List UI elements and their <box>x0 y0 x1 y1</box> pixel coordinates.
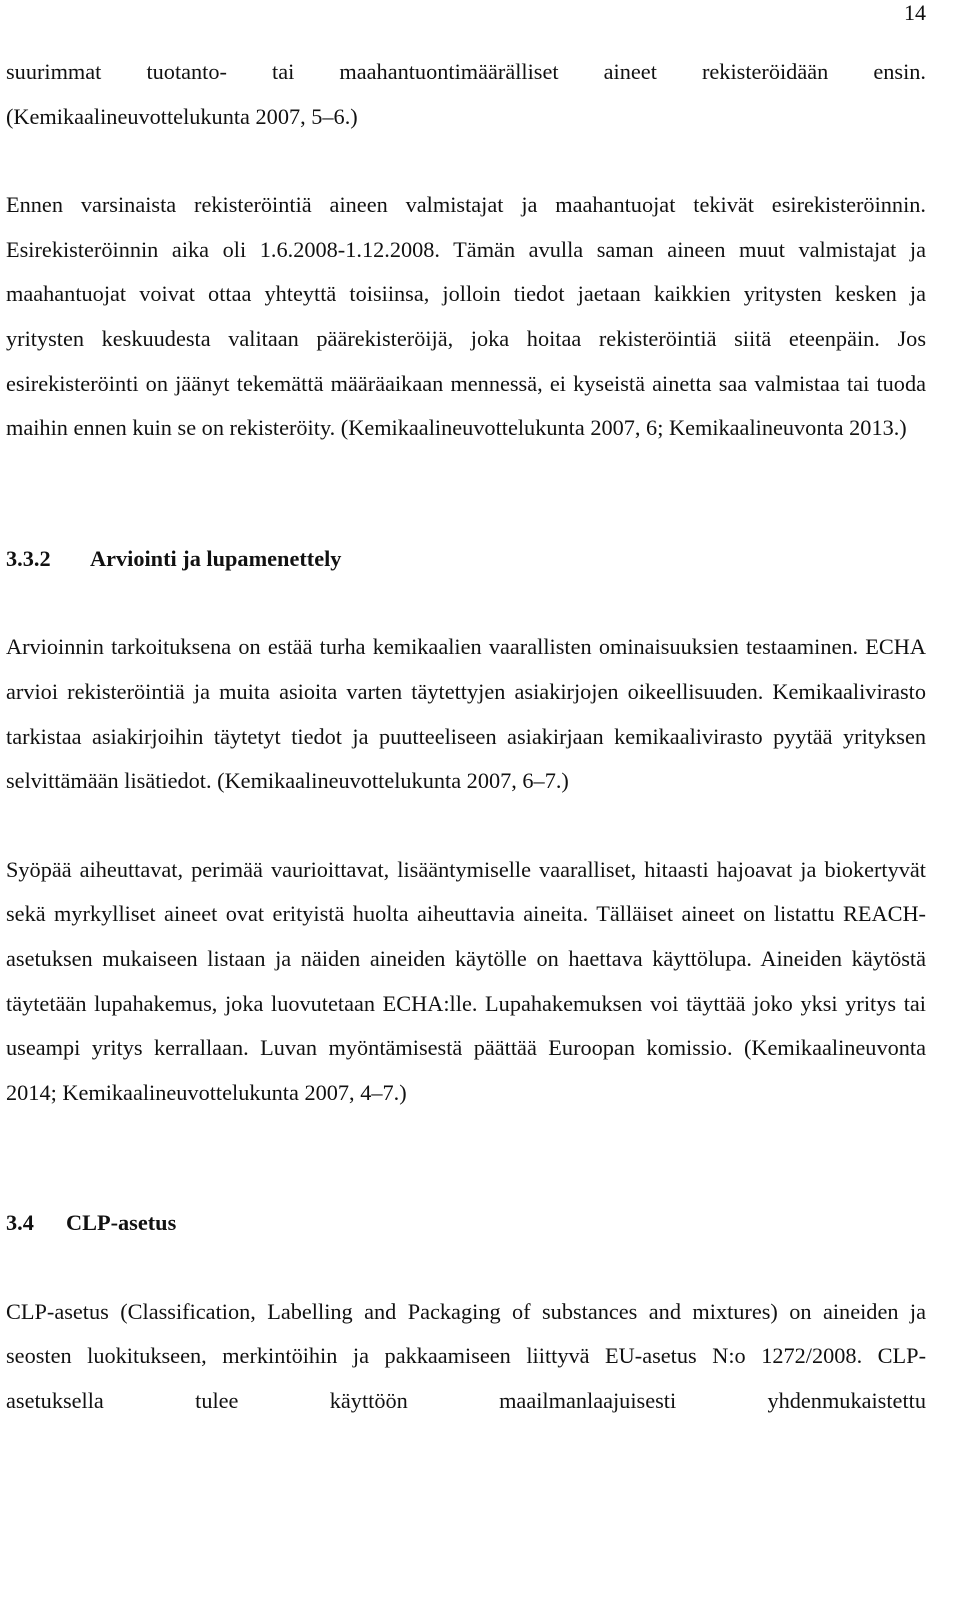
section-heading-3-3-2 <box>6 537 926 582</box>
paragraph-clp-regulation: CLP-asetus (Classification, Labelling and Packaging of substances and mixtures) on aineiden ja seosten luokitukseen, merkintöihin ja pakkaamiseen liittyvä EU-asetus N:o 1272/2008. CLP-asetuksella tulee käyttöön maailmanlaajuisesti yhdenmukaistettu <box>6 1298 926 1414</box>
document-body <box>6 50 926 1424</box>
section-title: CLP-asetus <box>66 1210 177 1236</box>
paragraph-authorisation: Syöpää aiheuttavat, perimää vaurioittavat, lisääntymiselle vaaralliset, hitaasti hajoavat ja biokertyvät sekä myrkylliset aineet ovat erityistä huolta aiheuttavia aineita. Tälläiset aineet on listattu REACH-asetuksen mukaiseen listaan ja näiden aineiden käytölle on haettava käyttölupa. Aineiden käytöstä täytetään lupahakemus, joka luovutetaan ECHA:lle. Lupahakemuksen voi täyttää joko yksi yritys tai useampi yritys kerrallaan. Luvan myöntämisestä päättää Euroopan komissio. (Kemikaalineuvonta 2014; Kemikaalineuvottelukunta 2007, 4–7.) <box>6 856 926 1105</box>
section-heading-3-4 <box>6 1201 926 1246</box>
section-title: Arviointi ja lupamenettely <box>90 545 342 571</box>
section-number: 3.4 <box>6 1210 34 1236</box>
page-number: 14 <box>904 0 926 25</box>
paragraph-pre-registration: Ennen varsinaista rekisteröintiä aineen valmistajat ja maahantuojat tekivät esirekisteröinnin. Esirekisteröinnin aika oli 1.6.2008-1.12.2008. Tämän avulla saman aineen muut valmistajat ja maahantuojat voivat ottaa yhteyttä toisiinsa, jolloin tiedot jaetaan kaikkien yritysten kesken ja yritysten keskuudesta valitaan päärekisteröijä, joka hoitaa rekisteröintiä siitä eteenpäin. Jos esirekisteröinti on jäänyt tekemättä määräaikaan mennessä, ei kyseistä ainetta saa valmistaa tai tuoda maihin ennen kuin se on rekisteröity. (Kemikaalineuvottelukunta 2007, 6; Kemikaalineuvonta 2013.) <box>6 192 926 441</box>
paragraph-evaluation: Arvioinnin tarkoituksena on estää turha kemikaalien vaarallisten ominaisuuksien testaaminen. ECHA arvioi rekisteröintiä ja muita asioita varten täytettyjen asiakirjojen oikeellisuuden. Kemikaalivirasto tarkistaa asiakirjoihin täytetyt tiedot ja puutteeliseen asiakirjaan kemikaalivirasto pyytää yrityksen selvittämään lisätiedot. (Kemikaalineuvottelukunta 2007, 6–7.) <box>6 634 926 794</box>
section-number: 3.3.2 <box>6 545 51 571</box>
paragraph-registration-order: suurimmat tuotanto- tai maahantuontimäärälliset aineet rekisteröidään ensin. (Kemikaalineuvottelukunta 2007, 5–6.) <box>6 59 926 129</box>
